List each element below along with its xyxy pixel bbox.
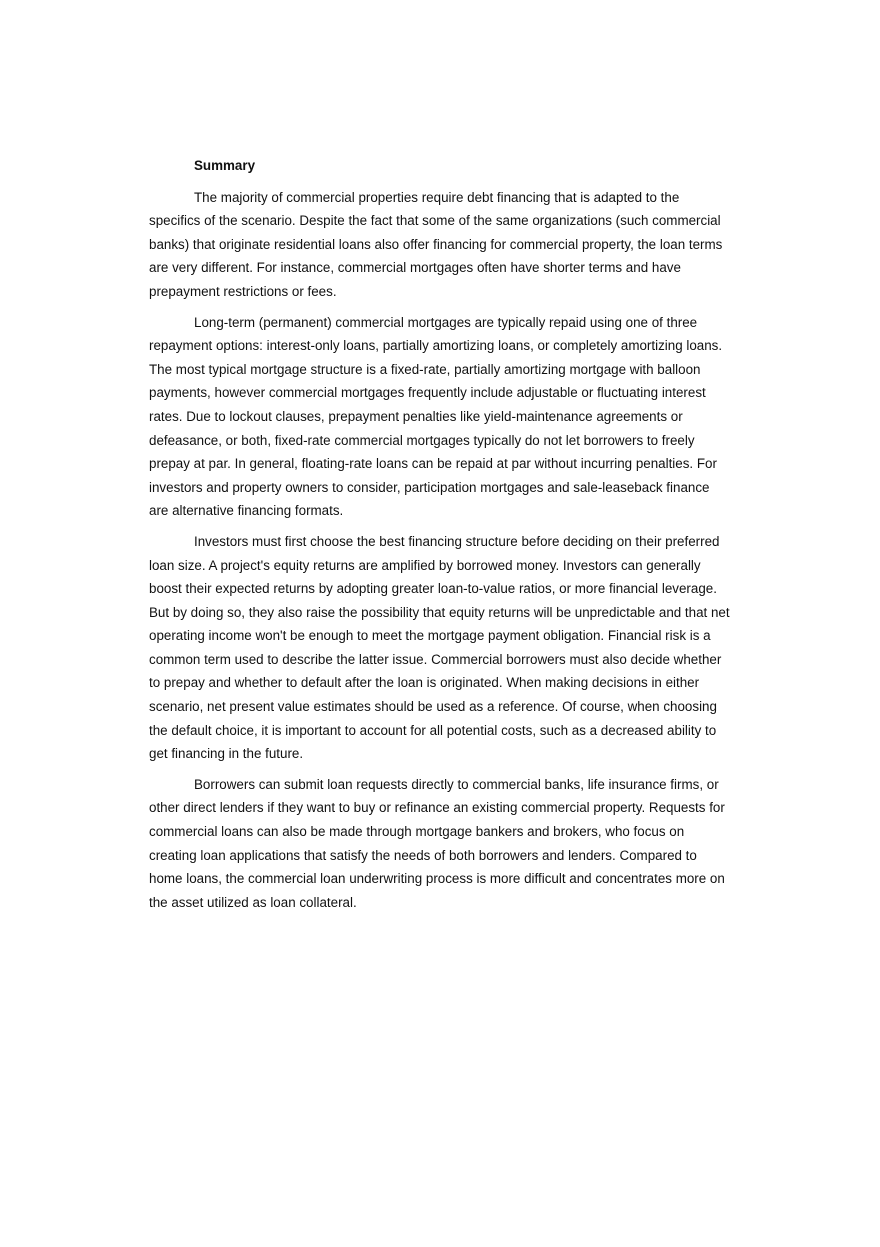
document-body [149, 154, 731, 921]
paragraph-3: Investors must first choose the best financing structure before deciding on their preferred loan size. A project's equity returns are amplified by borrowed money. Investors can generally boost their expected returns by adopting greater loan-to-value ratios, or more financial leverage. But by doing so, they also raise the possibility that equity returns will be unpredictable and that net operating income won't be enough to meet the mortgage payment obligation. Financial risk is a common term used to describe the latter issue. Commercial borrowers must also decide whether to prepay and whether to default after the loan is originated. When making decisions in either scenario, net present value estimates should be used as a reference. Of course, when choosing the default choice, it is important to account for all potential costs, such as a decreased ability to get financing in the future. [149, 533, 730, 762]
paragraph-2: Long-term (permanent) commercial mortgages are typically repaid using one of three repayment options: interest-only loans, partially amortizing loans, or completely amortizing loans. The most typical mortgage structure is a fixed-rate, partially amortizing mortgage with balloon payments, however commercial mortgages frequently include adjustable or fluctuating interest rates. Due to lockout clauses, prepayment penalties like yield-maintenance agreements or defeasance, or both, fixed-rate commercial mortgages typically do not let borrowers to freely prepay at par. In general, floating-rate loans can be repaid at par without incurring penalties. For investors and property owners to consider, participation mortgages and sale-leaseback finance are alternative financing formats. [149, 314, 723, 519]
section-heading: Summary [194, 158, 256, 173]
paragraph-1: The majority of commercial properties require debt financing that is adapted to the specifics of the scenario. Despite the fact that some of the same organizations (such commercial banks) that originate residential loans also offer financing for commercial property, the loan terms are very different. For instance, commercial mortgages often have shorter terms and have prepayment restrictions or fees. [149, 189, 723, 299]
paragraph-4: Borrowers can submit loan requests directly to commercial banks, life insurance firms, or other direct lenders if they want to buy or refinance an existing commercial property. Requests for commercial loans can also be made through mortgage bankers and brokers, who focus on creating loan applications that satisfy the needs of both borrowers and lenders. Compared to home loans, the commercial loan underwriting process is more difficult and concentrates more on the asset utilized as loan collateral. [149, 776, 725, 910]
